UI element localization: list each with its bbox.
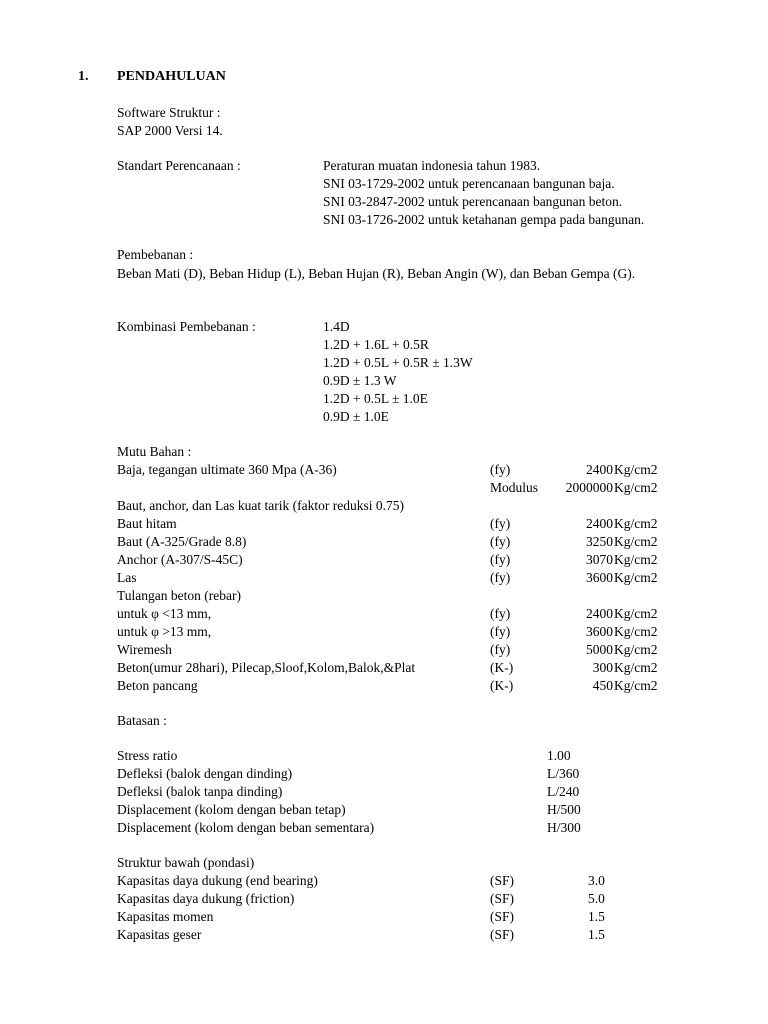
material-value: 3600 — [586, 624, 613, 639]
limit-value: L/240 — [547, 784, 580, 799]
material-unit: Kg/cm2 — [614, 678, 658, 693]
standard-item: Peraturan muatan indonesia tahun 1983. — [323, 158, 541, 173]
material-unit: Kg/cm2 — [614, 570, 658, 585]
combination-item: 0.9D ± 1.3 W — [323, 373, 397, 388]
material-symbol: (fy) — [490, 642, 511, 657]
limits-label: Batasan : — [117, 713, 167, 728]
material-name: Las — [117, 570, 137, 585]
material-unit: Kg/cm2 — [614, 462, 658, 477]
foundation-value: 3.0 — [588, 873, 605, 888]
material-name: Baja, tegangan ultimate 360 Mpa (A-36) — [117, 462, 337, 477]
combination-item: 0.9D ± 1.0E — [323, 409, 389, 424]
material-name: Wiremesh — [117, 642, 172, 657]
foundation-symbol: (SF) — [490, 873, 515, 888]
limit-name: Stress ratio — [117, 748, 178, 763]
limit-value: H/500 — [547, 802, 581, 817]
material-value: 2400 — [586, 606, 613, 621]
material-name: Anchor (A-307/S-45C) — [117, 552, 243, 567]
material-value: 3600 — [586, 570, 613, 585]
material-name: Beton(umur 28hari), Pilecap,Sloof,Kolom,Balok,&Plat — [117, 660, 416, 675]
material-name: untuk φ <13 mm, — [117, 606, 212, 621]
material-unit: Kg/cm2 — [614, 660, 658, 675]
foundation-symbol: (SF) — [490, 891, 515, 906]
material-unit: Kg/cm2 — [614, 534, 658, 549]
material-symbol: (K-) — [490, 660, 514, 675]
material-symbol: (K-) — [490, 678, 514, 693]
limit-value: L/360 — [547, 766, 580, 781]
material-value: 3070 — [586, 552, 613, 567]
limit-name: Displacement (kolom dengan beban tetap) — [117, 802, 346, 817]
combination-item: 1.4D — [323, 319, 350, 334]
foundation-value: 1.5 — [588, 909, 605, 924]
section-number: 1. — [78, 69, 89, 84]
standard-item: SNI 03-1729-2002 untuk perencanaan bangunan baja. — [323, 176, 615, 191]
material-name: Baut hitam — [117, 516, 177, 531]
material-symbol: Modulus — [490, 480, 539, 495]
loading-label: Pembebanan : — [117, 247, 194, 262]
material-symbol: (fy) — [490, 462, 511, 477]
foundation-symbol: (SF) — [490, 927, 515, 942]
combination-item: 1.2D + 0.5L + 0.5R ± 1.3W — [323, 355, 473, 370]
material-symbol: (fy) — [490, 570, 511, 585]
material-unit: Kg/cm2 — [614, 480, 658, 495]
material-symbol: (fy) — [490, 516, 511, 531]
limit-name: Defleksi (balok dengan dinding) — [117, 766, 293, 781]
loading-text: Beban Mati (D), Beban Hidup (L), Beban Hujan (R), Beban Angin (W), dan Beban Gempa (G). — [117, 266, 636, 281]
material-value: 2400 — [586, 462, 613, 477]
foundation-name: Kapasitas daya dukung (end bearing) — [117, 873, 318, 888]
foundation-name: Kapasitas geser — [117, 927, 202, 942]
material-value: 5000 — [586, 642, 613, 657]
section-title: PENDAHULUAN — [117, 69, 226, 84]
material-name: Baut (A-325/Grade 8.8) — [117, 534, 247, 549]
limit-name: Displacement (kolom dengan beban sementara) — [117, 820, 375, 835]
foundation-symbol: (SF) — [490, 909, 515, 924]
material-value: 2000000 — [565, 480, 613, 495]
material-unit: Kg/cm2 — [614, 642, 658, 657]
standard-item: SNI 03-1726-2002 untuk ketahanan gempa pada bangunan. — [323, 212, 645, 227]
foundation-value: 5.0 — [588, 891, 605, 906]
material-value: 3250 — [586, 534, 613, 549]
material-value: 300 — [592, 660, 613, 675]
material-name: Baut, anchor, dan Las kuat tarik (faktor reduksi 0.75) — [117, 498, 404, 513]
material-symbol: (fy) — [490, 606, 511, 621]
foundation-value: 1.5 — [588, 927, 605, 942]
material-value: 2400 — [586, 516, 613, 531]
material-symbol: (fy) — [490, 534, 511, 549]
material-name: Tulangan beton (rebar) — [117, 588, 241, 603]
material-value: 450 — [592, 678, 613, 693]
combination-item: 1.2D + 1.6L + 0.5R — [323, 337, 429, 352]
foundation-name: Kapasitas daya dukung (friction) — [117, 891, 295, 906]
material-name: untuk φ >13 mm, — [117, 624, 212, 639]
material-name: Beton pancang — [117, 678, 198, 693]
material-unit: Kg/cm2 — [614, 606, 658, 621]
material-unit: Kg/cm2 — [614, 516, 658, 531]
combination-item: 1.2D + 0.5L ± 1.0E — [323, 391, 428, 406]
combination-label: Kombinasi Pembebanan : — [117, 319, 256, 334]
material-unit: Kg/cm2 — [614, 552, 658, 567]
foundation-label: Struktur bawah (pondasi) — [117, 855, 255, 870]
material-unit: Kg/cm2 — [614, 624, 658, 639]
standard-label: Standart Perencanaan : — [117, 158, 241, 173]
limit-name: Defleksi (balok tanpa dinding) — [117, 784, 283, 799]
limit-value: H/300 — [547, 820, 581, 835]
material-symbol: (fy) — [490, 624, 511, 639]
foundation-name: Kapasitas momen — [117, 909, 214, 924]
materials-label: Mutu Bahan : — [117, 444, 192, 459]
limit-value: 1.00 — [547, 748, 571, 763]
software-label: Software Struktur : — [117, 105, 221, 120]
software-value: SAP 2000 Versi 14. — [117, 123, 223, 138]
standard-item: SNI 03-2847-2002 untuk perencanaan bangunan beton. — [323, 194, 623, 209]
material-symbol: (fy) — [490, 552, 511, 567]
